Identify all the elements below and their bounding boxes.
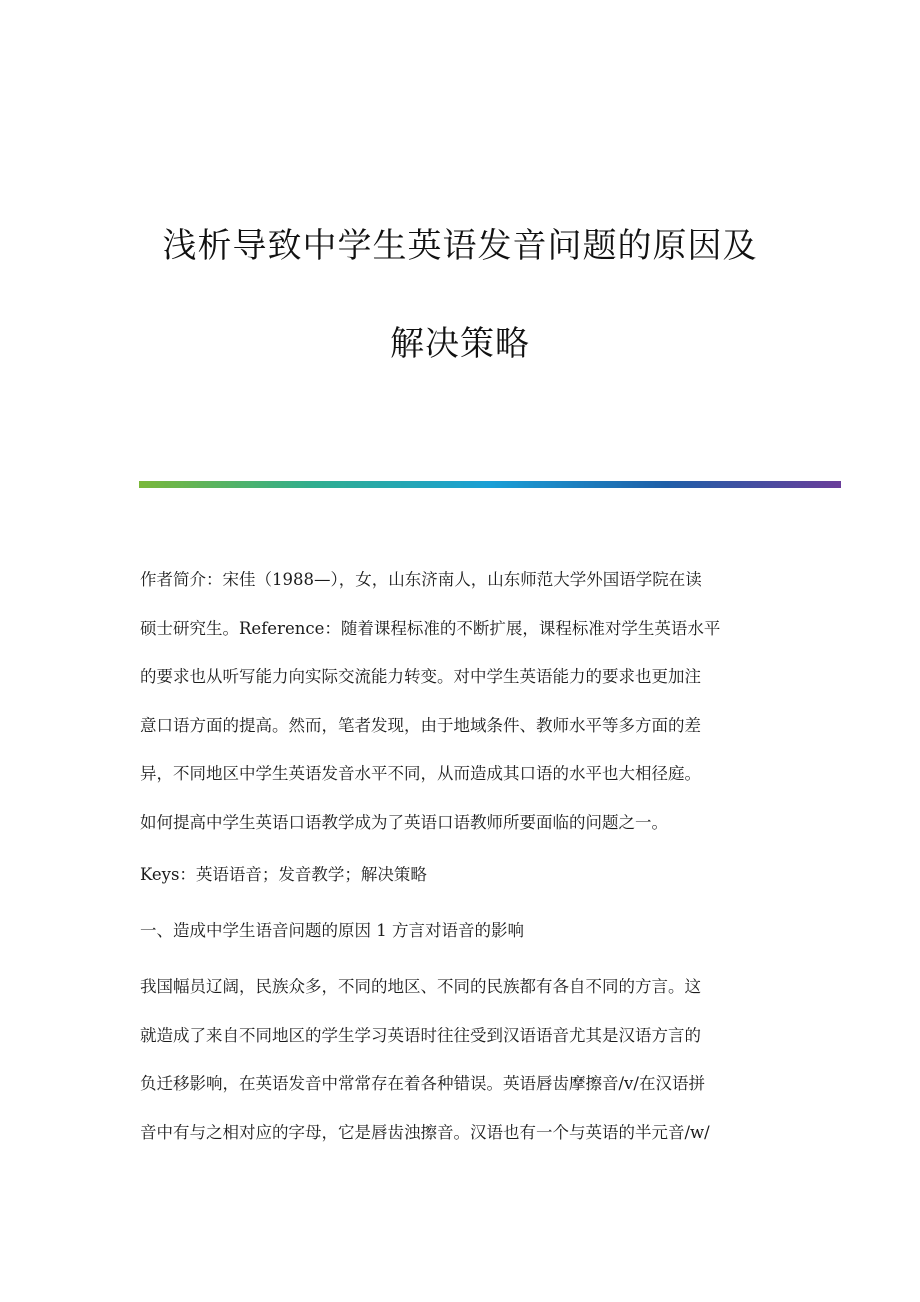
section-heading-text: 一、造成中学生语音问题的原因 1 方言对语音的影响 — [140, 921, 524, 940]
abstract-line: 的要求也从听写能力向实际交流能力转变。对中学生英语能力的要求也更加注 — [140, 667, 701, 686]
abstract-line: 作者简介：宋佳（1988—），女，山东济南人，山东师范大学外国语学院在读 — [140, 570, 702, 589]
paragraph-line: 音中有与之相对应的字母，它是唇齿浊擦音。汉语也有一个与英语的半元音/w/ — [140, 1122, 710, 1142]
paragraph-line: 就造成了来自不同地区的学生学习英语时往往受到汉语语音尤其是汉语方言的 — [140, 1025, 701, 1045]
keywords-text: Keys：英语语音；发音教学；解决策略 — [140, 865, 427, 884]
section-heading — [140, 907, 780, 956]
title-line-2: 解决策略 — [390, 324, 530, 364]
abstract-paragraph — [140, 556, 780, 847]
abstract-line: 如何提高中学生英语口语教学成为了英语口语教师所要面临的问题之一。 — [140, 812, 668, 832]
paragraph-line: 我国幅员辽阔，民族众多，不同的地区、不同的民族都有各自不同的方言。这 — [140, 977, 701, 996]
paragraph-line: 负迁移影响，在英语发音中常常存在着各种错误。英语唇齿摩擦音/v/在汉语拼 — [140, 1074, 705, 1093]
abstract-line: 意口语方面的提高。然而，笔者发现，由于地域条件、教师水平等多方面的差 — [140, 715, 701, 735]
abstract-line: 硕士研究生。Reference：随着课程标准的不断扩展，课程标准对学生英语水平 — [140, 618, 721, 638]
abstract-line: 异，不同地区中学生英语发音水平不同，从而造成其口语的水平也大相径庭。 — [140, 764, 701, 783]
keywords-line — [140, 851, 780, 900]
title-line-1: 浅析导致中学生英语发音问题的原因及 — [162, 226, 758, 266]
body-paragraph — [140, 963, 780, 1157]
gradient-divider — [139, 481, 841, 488]
